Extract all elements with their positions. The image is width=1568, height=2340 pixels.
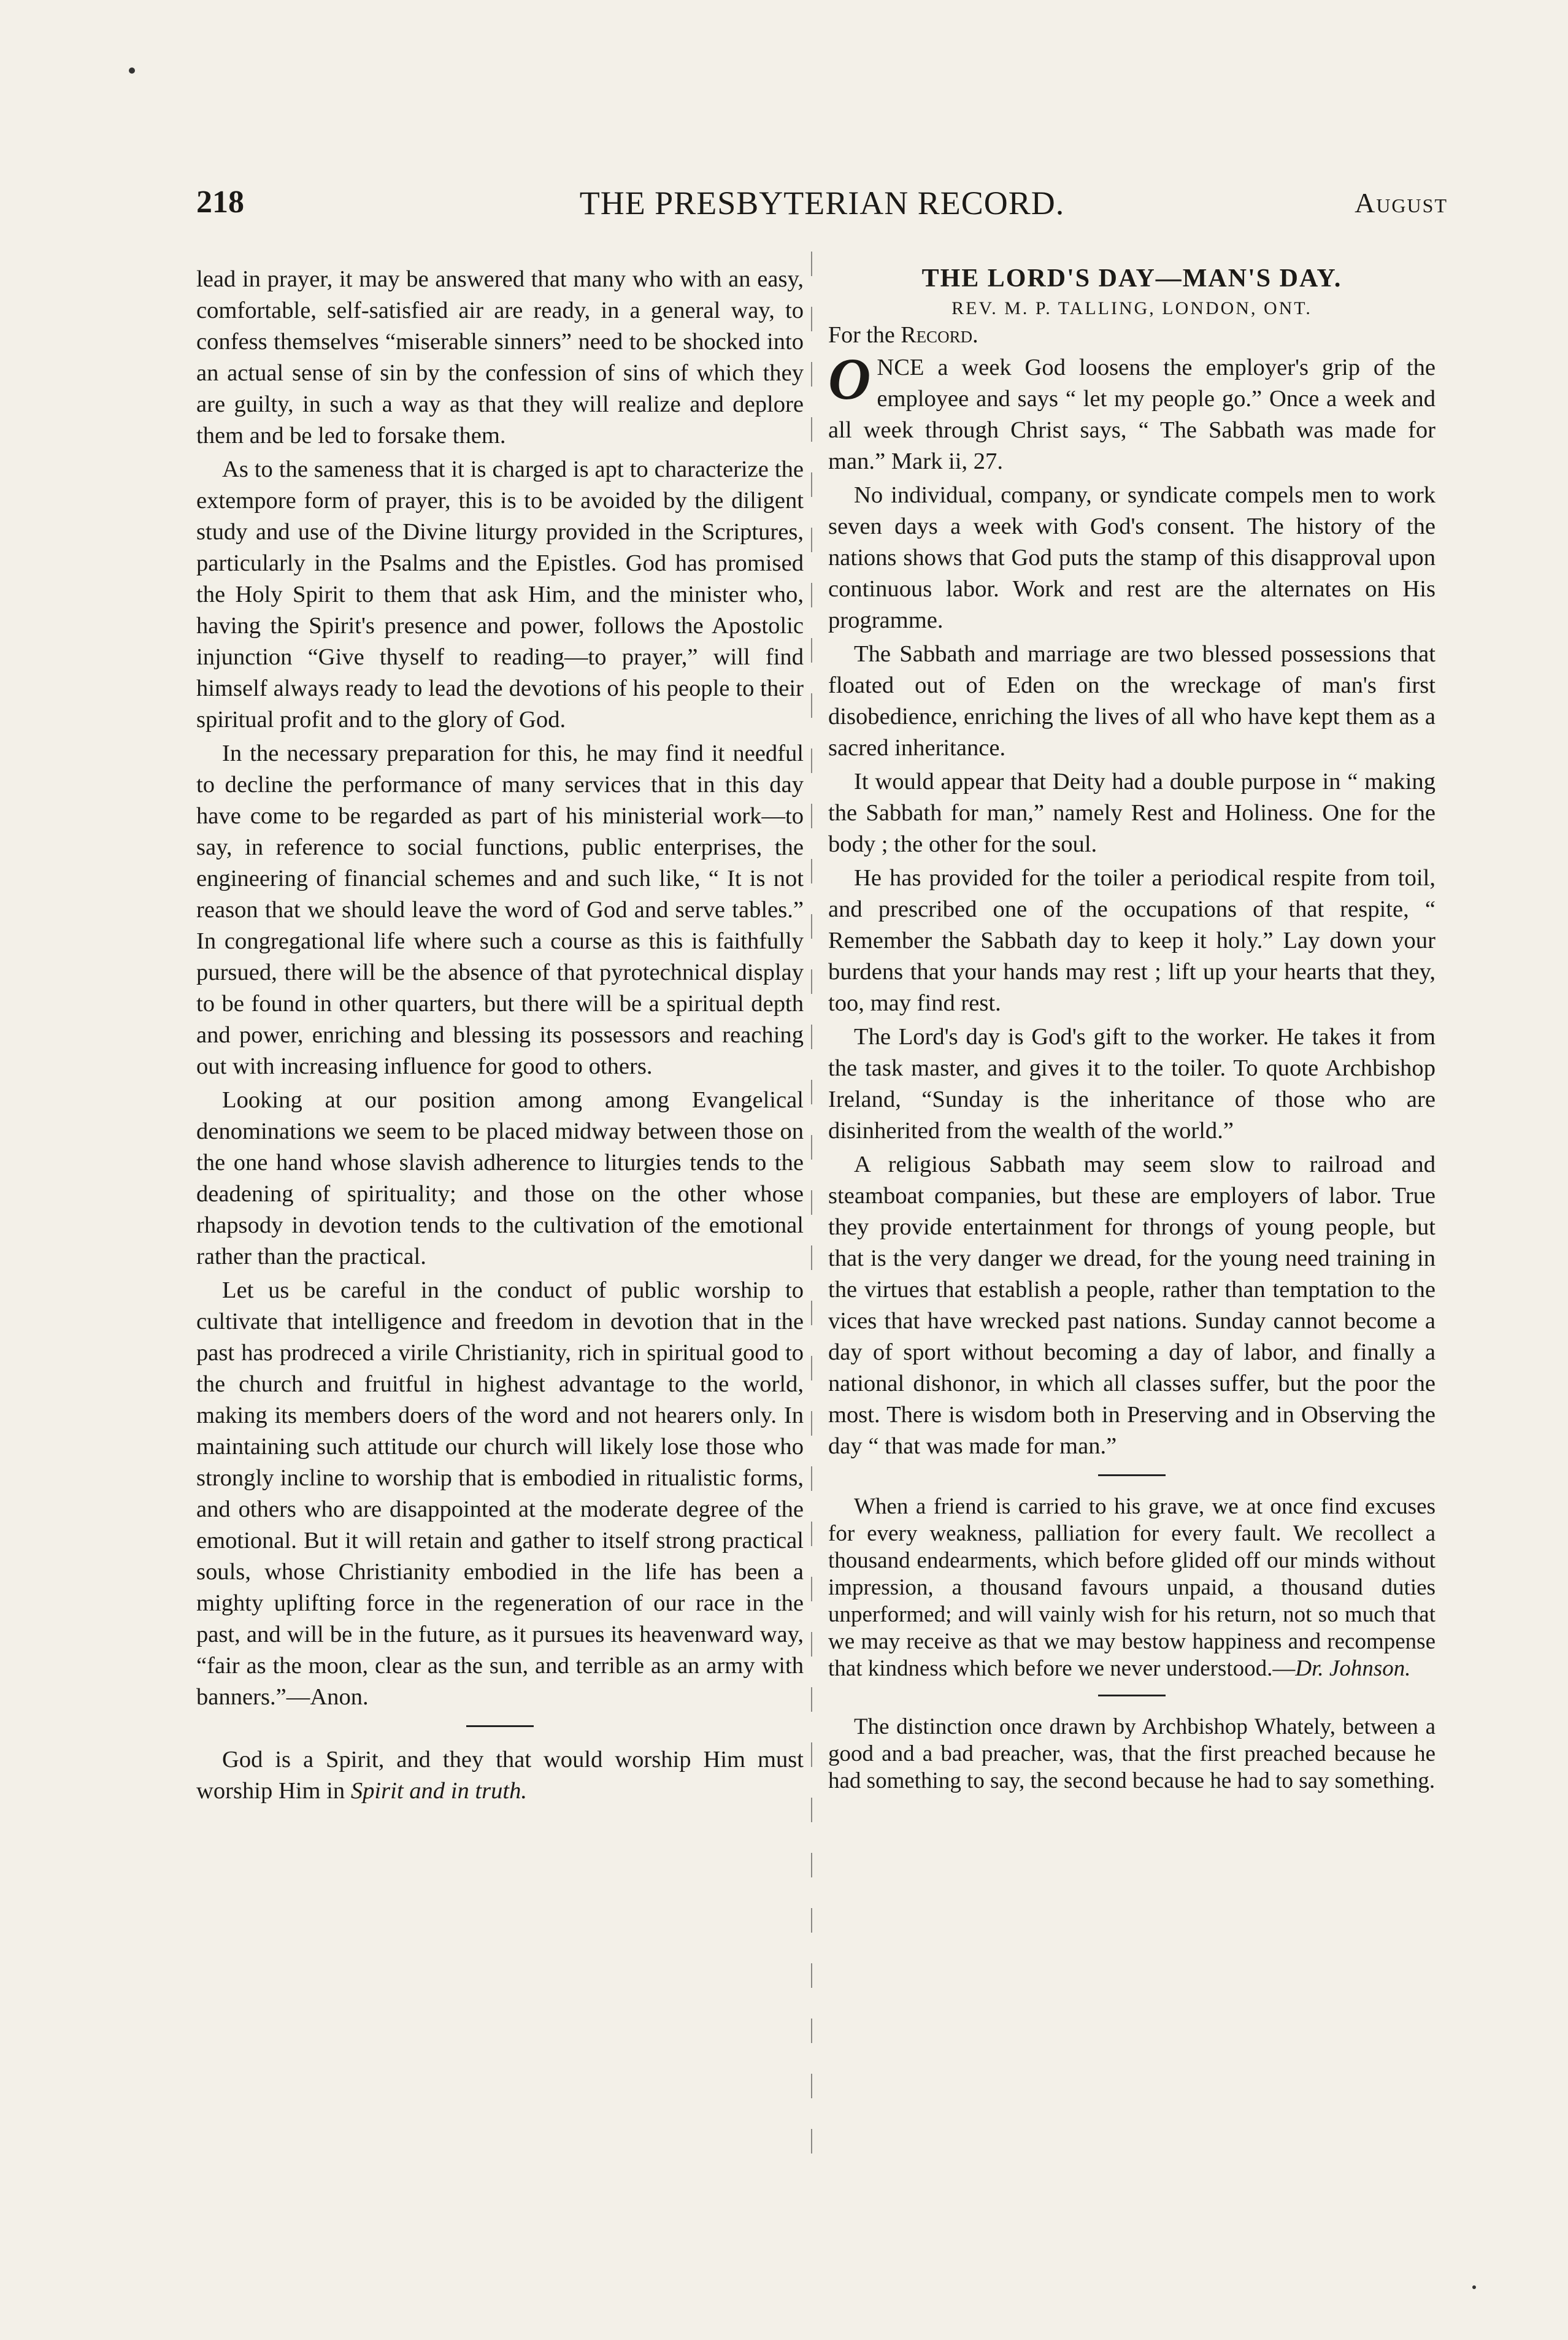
paragraph: He has provided for the toiler a periodical respite from toil, and prescribed one of the occupations of that respite, “ Remember the Sabbath day to keep it holy.” Lay down your burdens that your hands may rest ; lift up your hearts that they, too, may find rest. [828,865,1435,1016]
quote-emphasis: Spirit and in truth. [350,1778,528,1804]
ink-speck [1472,2285,1476,2289]
quote-text: When a friend is carried to his grave, we at once find excuses for every weakness, palliation for every fault. We recollect a thousand endearments, which before glided off our minds without impression, a thousand favours unpaid, a thousand duties unperformed; and will vainly wish for his return, not so much that we may receive as that we may bestow happiness and recompense that kindness which before we never understood.— [828,1494,1435,1681]
ink-speck [129,67,135,74]
article-source [828,321,1435,348]
paragraph: The Sabbath and marriage are two blessed possessions that floated out of Eden on the wreckage of man's first disobedience, enriching the lives of all who have kept them as a sacred inheritance. [828,641,1435,761]
whately-quote: The distinction once drawn by Archbishop Whately, between a good and a bad preacher, was, that the first preached because he had something to say, the second because he had to say something. [828,1714,1435,1793]
article-byline: REV. M. P. TALLING, LONDON, ONT. [951,298,1312,318]
issue-month: August [1355,187,1448,218]
paragraph: lead in prayer, it may be answered that many who with an easy, comfortable, self-satisfied air are ready, in a general way, to confess themselves “miserable sinners” need to be shocked into an actual sense of sin by the confession of sins of which they are guilty, in such a way as that they will realize and deplore them and be led to forsake them. [196,266,804,448]
left-column [196,264,804,1809]
paragraph: As to the sameness that it is charged is apt to characterize the extempore form of prayer, this is to be avoided by the diligent study and use of the Divine liturgy provided in the Scriptures, particularly in the Psalms and the Epistles. God has promised the Holy Spirit to them that ask Him, and the minister who, having the Spirit's presence and power, follows the Apostolic injunction “Give thyself to reading—to prayer,” will find himself always ready to lead the devotions of his people to their spiritual profit and to the glory of God. [196,456,804,733]
column-divider [811,252,812,2153]
paragraph: Looking at our position among among Evangelical denominations we seem to be placed midway between those on the one hand whose slavish adherence to liturgies tends to the deadening of spirituality; and those on the other whose rhapsody in devotion tends to the cultivation of the emotional rather than the practical. [196,1087,804,1269]
paragraph-text: NCE a week God loosens the employer's grip of the employee and says “ let my people go.” Once a week and all week through Christ says, “ The Sabbath was made for man.” Mark ii, 27. [828,355,1435,474]
paragraph: No individual, company, or syndicate compels men to work seven days a week with God's consent. The history of the nations shows that God puts the stamp of this disapproval upon continuous labor. Work and rest are the alternates on His programme. [828,482,1435,633]
quote-text: God is a Spirit, and they that would worship Him must worship Him in [196,1747,804,1804]
paragraph: In the necessary preparation for this, he may find it needful to decline the performance of many services that in this day have come to be regarded as part of his ministerial work—to say, in reference to social functions, public enterprises, the engineering of financial schemes and and such like, “ It is not reason that we should leave the word of God and serve tables.” In congregational life where such a course as this is faithfully pursued, there will be the absence of that pyrotechnical display to be found in other quarters, but there will be a spiritual depth and power, enriching and blessing its possessors and reaching out with increasing influence for good to others. [196,741,804,1079]
source-name: Record. [901,322,978,348]
source-prefix: For the [828,322,901,348]
scripture-quote [196,1744,804,1807]
johnson-quote [828,1493,1435,1682]
section-rule [1098,1695,1166,1696]
paragraph: A religious Sabbath may seem slow to railroad and steamboat companies, but these are employers of labor. True they provide entertainment for throngs of young people, but that is the very danger we dread, for the young need training in the virtues that establish a people, rather than temptation to the vices that have wrecked past nations. Sunday cannot become a day of sport without becoming a day of labor, and finally a national dishonor, in which all classes suffer, but the poor the most. There is wisdom both in Preserving and in Observing the day “ that was made for man.” [828,1152,1435,1459]
paragraph: Let us be careful in the conduct of public worship to cultivate that intelligence and freedom in devotion that in the past has prodreced a virile Christianity, rich in spiritual good to the church and fruitful in highest advantage to the world, making its members doers of the word and not hearers only. In maintaining such attitude our church will likely lose those who strongly incline to worship that is embodied in ritualistic forms, and others who are disappointed at the moderate degree of the emotional. But it will retain and gather to itself strong practical souls, whose Christianity embodied in the life has been a mighty uplifting force in the regeneration of our race in the past, and will be in the future, as it pursues its heavenward way, “fair as the moon, clear as the sun, and terrible as an army with banners.”—Anon. [196,1277,804,1710]
paragraph: It would appear that Deity had a double purpose in “ making the Sabbath for man,” namely Rest and Holiness. One for the body ; the other for the soul. [828,769,1435,857]
journal-title: THE PRESBYTERIAN RECORD. [579,185,1065,221]
section-rule [1098,1474,1166,1476]
page-header [196,184,1448,239]
article-title: THE LORD'S DAY—MAN'S DAY. [921,264,1342,293]
right-column [828,264,1435,1797]
quote-attribution: Dr. Johnson. [1295,1656,1411,1681]
page-number: 218 [196,185,244,220]
section-rule [466,1725,534,1727]
paragraph [828,346,1435,477]
paragraph: The Lord's day is God's gift to the worker. He takes it from the task master, and gives it to the toiler. To quote Archbishop Ireland, “Sunday is the inheritance of those who are disinherited from the wealth of the world.” [828,1024,1435,1144]
drop-cap: O [828,346,871,412]
